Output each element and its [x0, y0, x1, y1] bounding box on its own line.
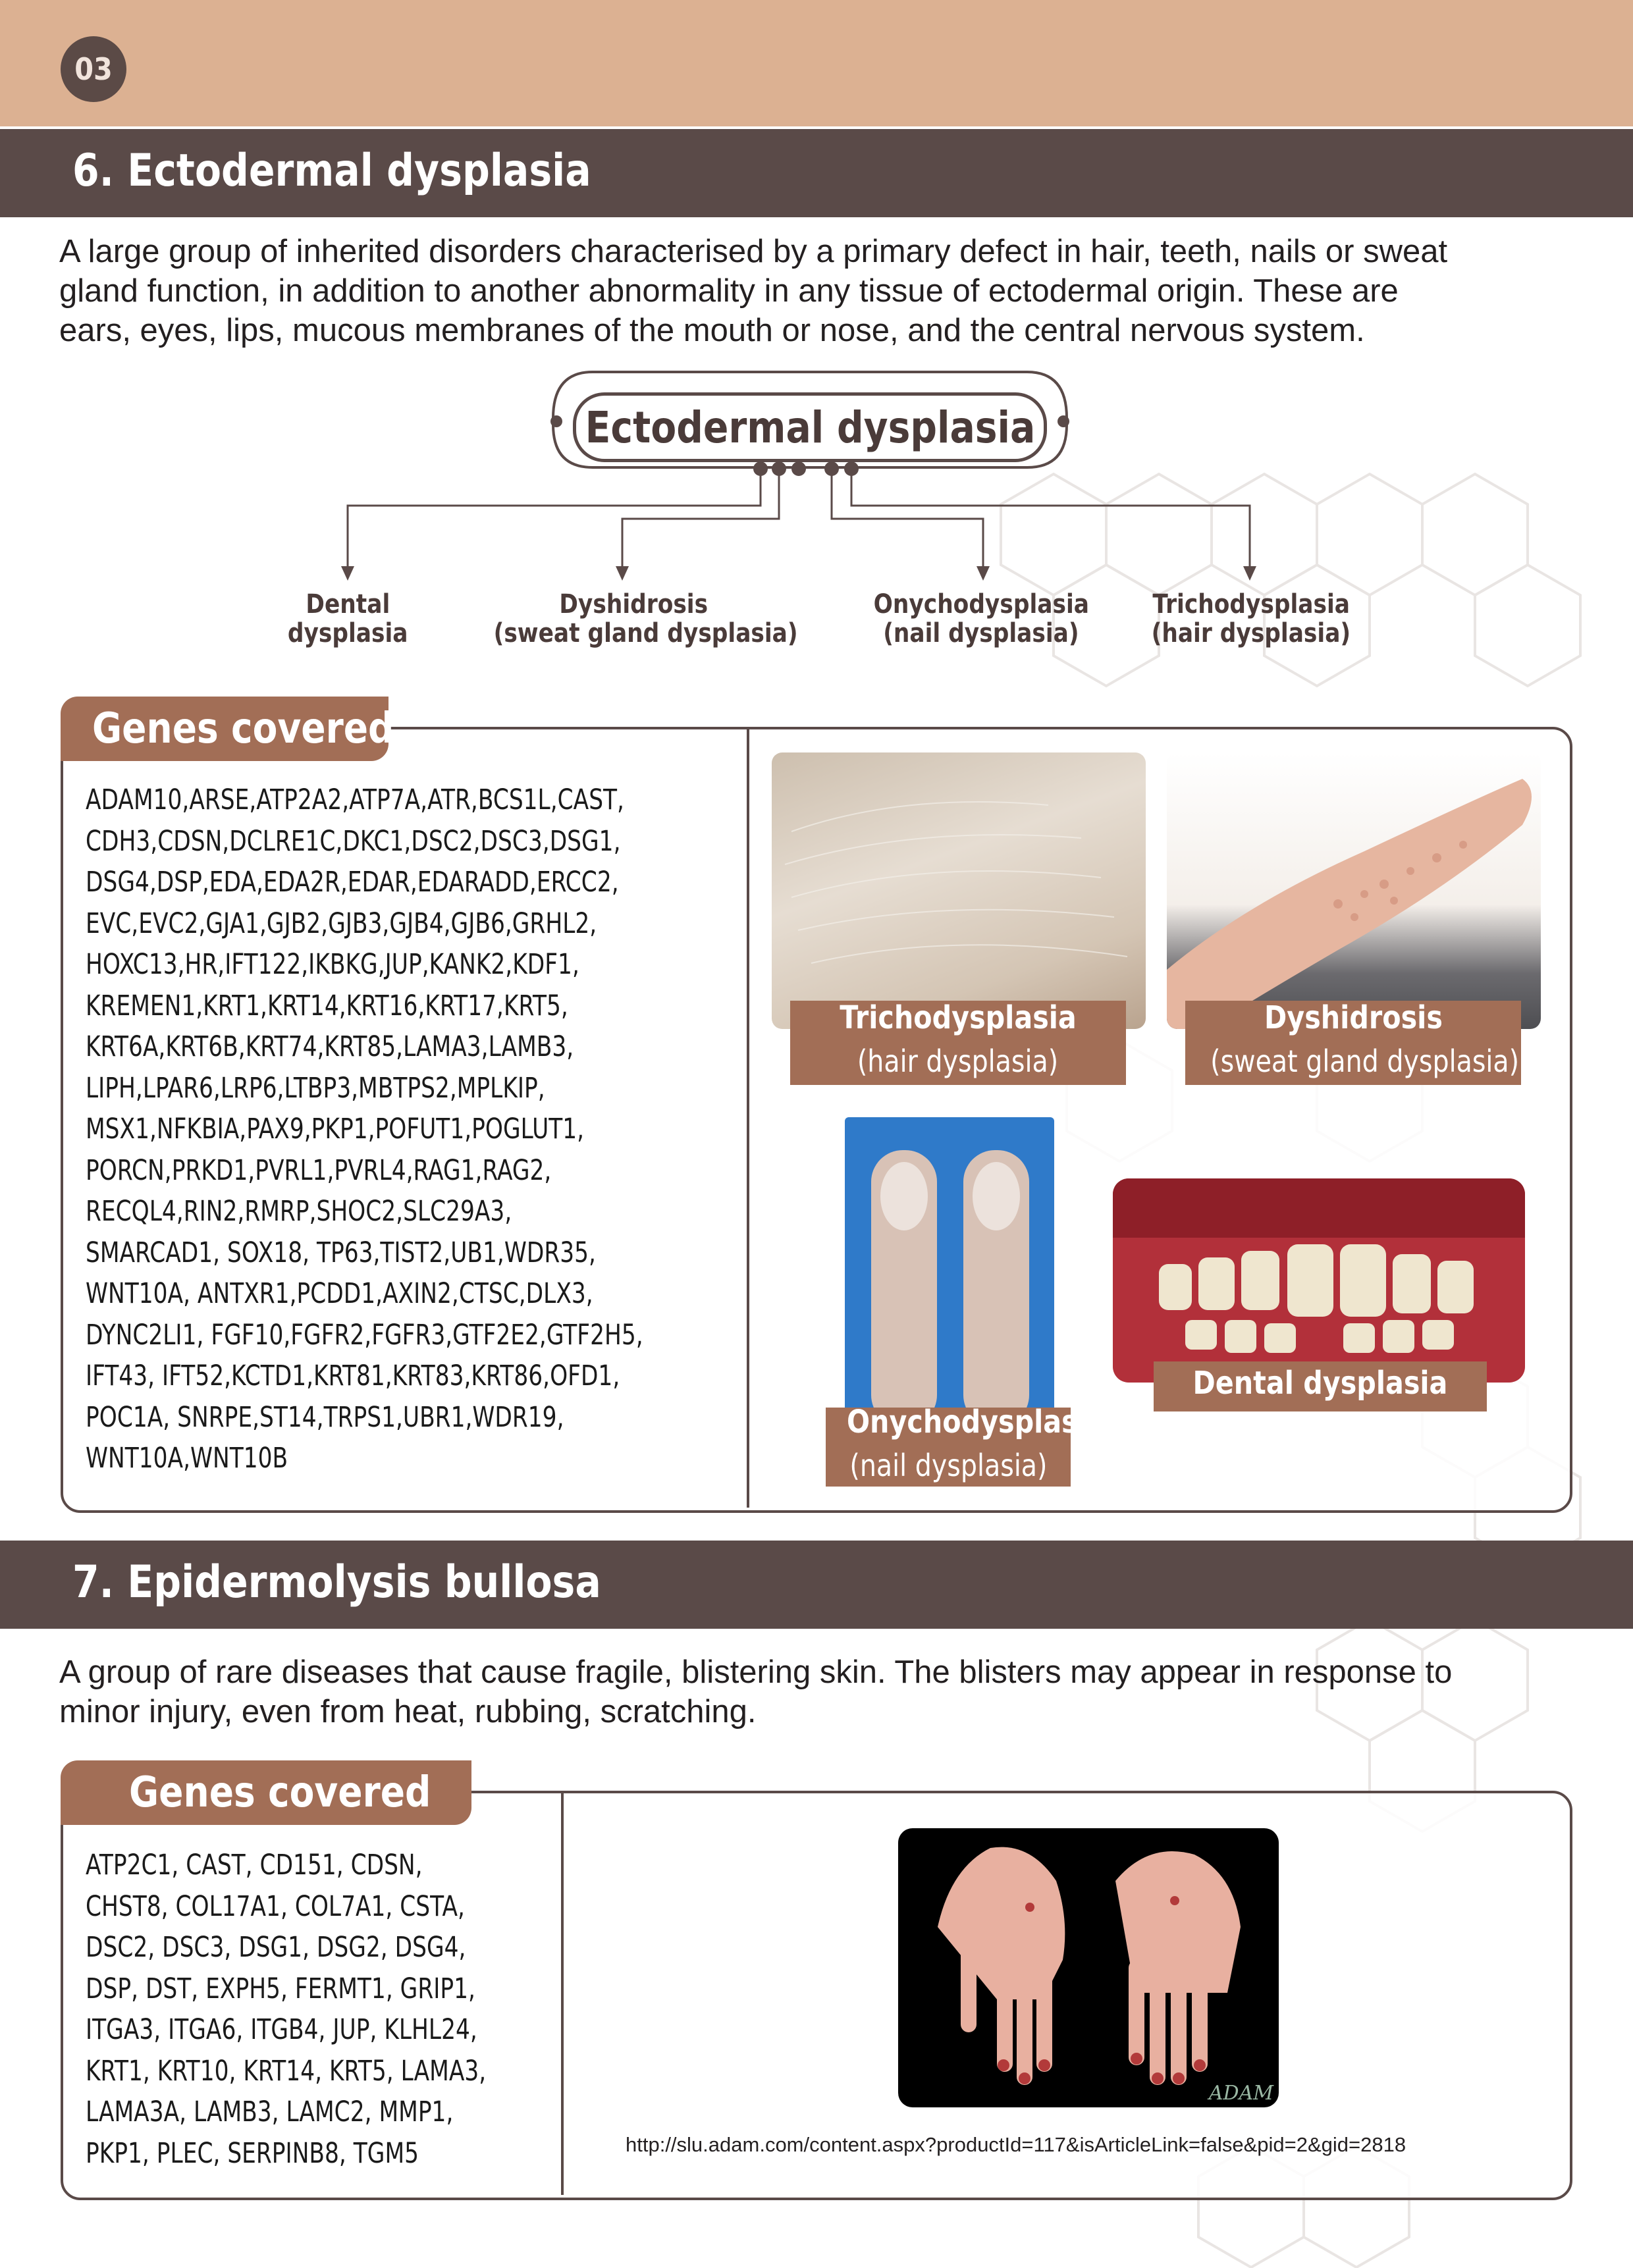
hands-feet-image — [898, 1828, 1279, 2107]
branch-onychodysplasia — [849, 590, 1113, 648]
intro-line: A large group of inherited disorders characterised by a primary defect in hair, teeth, nails or sweat — [59, 234, 1448, 269]
genes-heading-tab — [61, 697, 394, 761]
diagram-root-node — [573, 392, 1047, 462]
branch-line1: Dyshidrosis — [559, 589, 708, 620]
teeth-image — [1113, 1178, 1525, 1383]
page-header-band — [0, 0, 1633, 126]
section-7-title: 7. Epidermolysis bullosa — [72, 1556, 601, 1608]
gene-line: POC1A, SNRPE,ST14,TRPS1,UBR1,WDR19, — [86, 1400, 564, 1434]
epidermolysis-bullosa-photo — [898, 1828, 1279, 2107]
gene-line: SMARCAD1, SOX18, TP63,TIST2,UB1,WDR35, — [86, 1236, 596, 1269]
gene-line: RECQL4,RIN2,RMRP,SHOC2,SLC29A3, — [86, 1195, 512, 1228]
caption-line2: (nail dysplasia) — [849, 1447, 1048, 1483]
section-7-gene-list — [86, 1845, 586, 2174]
gene-line: IFT43, IFT52,KCTD1,KRT81,KRT83,KRT86,OFD1, — [86, 1359, 620, 1392]
intro-line: A group of rare diseases that cause fragile, blistering skin. The blisters may appear in response to — [59, 1654, 1453, 1690]
gene-line: WNT10A, ANTXR1,PCDD1,AXIN2,CTSC,DLX3, — [86, 1277, 593, 1310]
branch-line2: (nail dysplasia) — [883, 618, 1079, 648]
intro-line: gland function, in addition to another abnormality in any tissue of ectodermal origin. These are — [59, 273, 1399, 309]
gene-line: LAMA3A, LAMB3, LAMC2, MMP1, — [86, 2096, 454, 2128]
caption-line2: (hair dysplasia) — [857, 1043, 1059, 1079]
branch-line2: (hair dysplasia) — [1151, 618, 1351, 648]
gene-line: ATP2C1, CAST, CD151, CDSN, — [86, 1849, 423, 1882]
branch-line2: dysplasia — [287, 618, 408, 648]
section-6-title: 6. Ectodermal dysplasia — [72, 145, 591, 197]
gene-line: DSC2, DSC3, DSG1, DSG2, DSG4, — [86, 1931, 466, 1964]
section-6-gene-list — [86, 779, 782, 1479]
trichodysplasia-photo — [772, 752, 1146, 1029]
gene-line: DSP, DST, EXPH5, FERMT1, GRIP1, — [86, 1972, 475, 2005]
section-6-intro — [59, 232, 1593, 350]
gene-line: ADAM10,ARSE,ATP2A2,ATP7A,ATR,BCS1L,CAST, — [86, 783, 624, 816]
caption-line1: Onychodysplasia — [846, 1403, 1106, 1440]
branch-trichodysplasia — [1119, 590, 1383, 648]
dyshidrosis-photo — [1167, 752, 1541, 1029]
gene-line: WNT10A,WNT10B — [86, 1442, 288, 1475]
onychodysplasia-caption — [826, 1403, 1106, 1487]
intro-line: ears, eyes, lips, mucous membranes of the mouth or nose, and the central nervous system. — [59, 313, 1365, 348]
gene-line: KRT1, KRT10, KRT14, KRT5, LAMA3, — [86, 2054, 487, 2088]
genes-heading-tab — [61, 1760, 471, 1825]
branch-dyshidrosis — [469, 590, 798, 648]
gene-line: HOXC13,HR,IFT122,IKBKG,JUP,KANK2,KDF1, — [86, 948, 579, 981]
gene-line: PKP1, PLEC, SERPINB8, TGM5 — [86, 2136, 419, 2170]
dental-dysplasia-photo — [1113, 1178, 1525, 1383]
branch-line1: Trichodysplasia — [1152, 589, 1350, 620]
finger-image — [1167, 752, 1541, 1029]
gene-line: ITGA3, ITGA6, ITGB4, JUP, KLHL24, — [86, 2013, 477, 2046]
caption-line1: Dental dysplasia — [1192, 1364, 1448, 1402]
gene-line: KRT6A,KRT6B,KRT74,KRT85,LAMA3,LAMB3, — [86, 1030, 574, 1063]
hair-image — [772, 752, 1146, 1029]
gene-line: DYNC2LI1, FGF10,FGFR2,FGFR3,GTF2E2,GTF2H5, — [86, 1318, 643, 1352]
gene-line: EVC,EVC2,GJA1,GJB2,GJB3,GJB4,GJB6,GRHL2, — [86, 907, 597, 940]
gene-line: LIPH,LPAR6,LRP6,LTBP3,MBTPS2,MPLKIP, — [86, 1071, 545, 1105]
caption-line2: (sweat gland dysplasia) — [1210, 1043, 1520, 1079]
gene-line: PORCN,PRKD1,PVRL1,PVRL4,RAG1,RAG2, — [86, 1153, 552, 1187]
branch-line1: Dental — [306, 589, 390, 620]
fingers-image — [845, 1117, 1054, 1420]
adam-watermark-logo: ADAM — [1208, 2082, 1273, 2105]
diagram-root-label: Ectodermal dysplasia — [585, 402, 1035, 453]
caption-line1: Trichodysplasia — [840, 999, 1077, 1036]
gene-line: CDH3,CDSN,DCLRE1C,DKC1,DSC2,DSC3,DSG1, — [86, 824, 621, 858]
dental-dysplasia-caption — [1154, 1361, 1487, 1411]
section-7-intro — [59, 1652, 1593, 1731]
genes-heading: Genes covered — [92, 704, 394, 753]
page-number-badge: 03 — [61, 36, 126, 102]
gene-line: KREMEN1,KRT1,KRT14,KRT16,KRT17,KRT5, — [86, 989, 568, 1022]
branch-line1: Onychodysplasia — [873, 589, 1089, 620]
genes-heading: Genes covered — [129, 1768, 431, 1817]
gene-line: CHST8, COL17A1, COL7A1, CSTA, — [86, 1889, 465, 1923]
branch-dental — [249, 590, 446, 648]
intro-line: minor injury, even from heat, rubbing, scratching. — [59, 1694, 757, 1729]
dyshidrosis-caption — [1185, 1001, 1521, 1085]
caption-line1: Dyshidrosis — [1264, 999, 1443, 1036]
gene-line: MSX1,NFKBIA,PAX9,PKP1,POFUT1,POGLUT1, — [86, 1113, 585, 1146]
source-url[interactable]: http://slu.adam.com/content.aspx?productId=117&isArticleLink=false&pid=2&gid=2818 — [626, 2133, 1406, 2156]
onychodysplasia-photo — [845, 1117, 1054, 1420]
branch-line2: (sweat gland dysplasia) — [493, 618, 798, 648]
trichodysplasia-caption — [790, 1001, 1126, 1085]
gene-line: DSG4,DSP,EDA,EDA2R,EDAR,EDARADD,ERCC2, — [86, 866, 619, 899]
